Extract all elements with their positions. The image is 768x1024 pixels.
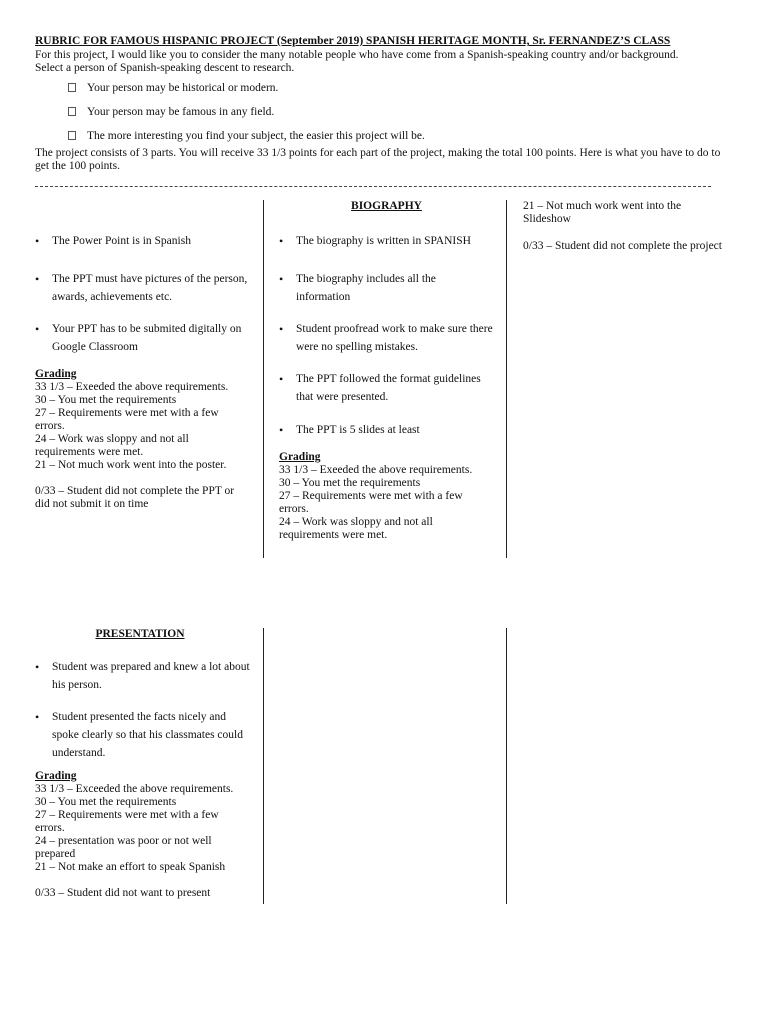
slideshow-grading-continued	[523, 200, 738, 253]
grading-line: 30 – You met the requirements	[279, 477, 421, 489]
biography-section	[279, 200, 494, 542]
grading-line: 24 – Work was sloppy and not all requirements were met.	[35, 433, 189, 458]
grading-line: 0/33 – Student did not complete the project	[523, 240, 722, 252]
list-item: Your person may be historical or modern.	[68, 82, 278, 95]
grading-line: 30 – You met the requirements	[35, 394, 177, 406]
grading-line: 24 – Work was sloppy and not all requirements were met.	[279, 516, 433, 541]
grading-line: 0/33 – Student did not want to present	[35, 887, 211, 899]
intro-line: Select a person of Spanish-speaking descent to research.	[35, 62, 295, 74]
column-divider	[263, 200, 264, 558]
list-item: • The biography is written in SPANISH	[279, 232, 494, 250]
grading-line: 27 – Requirements were met with a few errors.	[279, 490, 463, 515]
intro-paragraph	[35, 49, 735, 75]
grading-line: 0/33 – Student did not complete the PPT or did not submit it on time	[35, 485, 235, 510]
list-item: • Your PPT has to be submited digitally on Google Classroom	[35, 320, 250, 356]
grading-heading: Grading	[279, 451, 321, 463]
summary-line: get the 100 points.	[35, 160, 120, 172]
summary-line: The project consists of 3 parts. You will receive 33 1/3 points for each part of the project, making the total 100 points. Here is what you have to do to	[35, 147, 721, 159]
column-divider	[506, 200, 507, 558]
list-item: • Student presented the facts nicely and spoke clearly so that his classmates could understand.	[35, 708, 250, 762]
column-divider	[263, 628, 264, 904]
square-bullet-icon	[68, 131, 76, 140]
list-item: • The PPT followed the format guidelines that were presented.	[279, 370, 494, 406]
grading-line: 33 1/3 – Exceeded the above requirements.	[35, 783, 234, 795]
grading-line: 21 – Not much work went into the Slideshow	[523, 200, 682, 225]
grading-line: 30 – You met the requirements	[35, 796, 177, 808]
grading-heading: Grading	[35, 770, 77, 782]
summary-paragraph	[35, 147, 735, 173]
column-divider	[506, 628, 507, 904]
list-item: • The PPT must have pictures of the person, awards, achievements etc.	[35, 270, 250, 306]
list-item: Your person may be famous in any field.	[68, 106, 274, 119]
powerpoint-section	[35, 232, 250, 511]
grading-line: 27 – Requirements were met with a few errors.	[35, 407, 219, 432]
square-bullet-icon	[68, 83, 76, 92]
grading-line: 27 – Requirements were met with a few errors.	[35, 809, 219, 834]
list-item: • The biography includes all the information	[279, 270, 466, 306]
grading-line: 24 – presentation was poor or not well prepared	[35, 835, 212, 860]
grading-line: 33 1/3 – Exeeded the above requirements.	[279, 464, 473, 476]
section-heading: BIOGRAPHY	[351, 200, 422, 212]
dashed-divider	[35, 186, 711, 187]
list-item: • Student was prepared and knew a lot about his person.	[35, 658, 250, 694]
list-item: • The PPT is 5 slides at least	[279, 421, 494, 439]
grading-line: 33 1/3 – Exeeded the above requirements.	[35, 381, 229, 393]
square-bullet-icon	[68, 107, 76, 116]
grading-line: 21 – Not make an effort to speak Spanish	[35, 861, 226, 873]
list-item: The more interesting you find your subject, the easier this project will be.	[68, 130, 425, 143]
grading-line: 21 – Not much work went into the poster.	[35, 459, 227, 471]
section-heading: PRESENTATION	[95, 628, 185, 640]
presentation-section	[35, 628, 250, 900]
page-title: RUBRIC FOR FAMOUS HISPANIC PROJECT (September 2019) SPANISH HERITAGE MONTH, Sr. FERNANDEZ’S CLASS	[35, 35, 671, 47]
grading-heading: Grading	[35, 368, 77, 380]
intro-line: For this project, I would like you to consider the many notable people who have come from a Spanish-speaking country and/or background.	[35, 49, 679, 61]
list-item: • The Power Point is in Spanish	[35, 232, 250, 250]
list-item: • Student proofread work to make sure there were no spelling mistakes.	[279, 320, 494, 356]
